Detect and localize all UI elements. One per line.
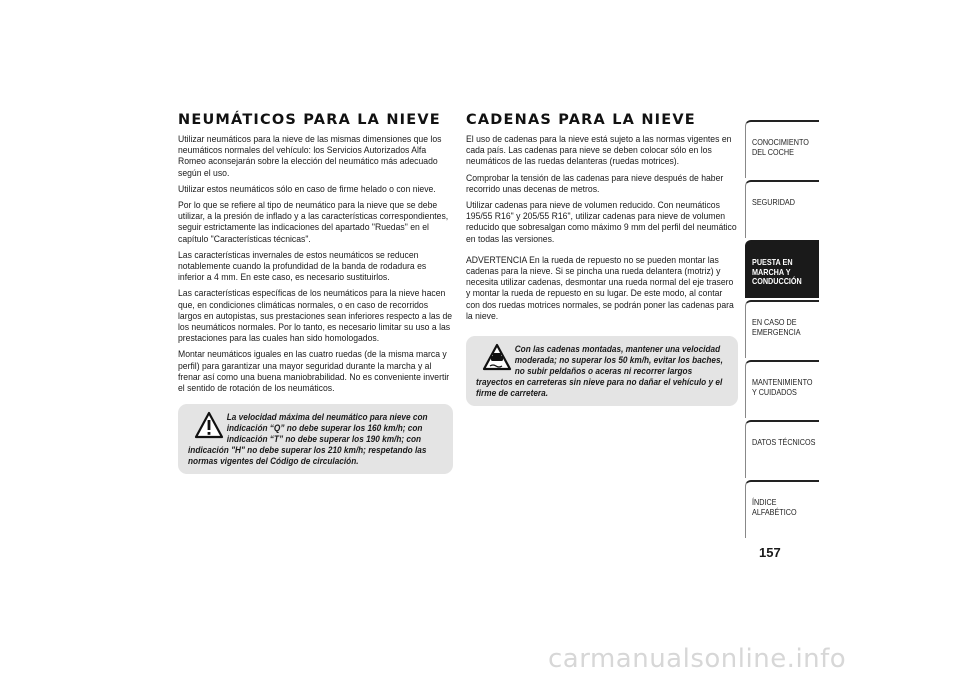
speed-warning-text: La velocidad máxima del neumático para nieve con indicación “Q” no debe superar los 160 km/h; con indicación “T” no debe superar los 190 km/h; con indicación "H" no debe superar los 210 km/h; respetando las normas vigentes del Código de circulación. xyxy=(188,411,428,467)
left-paragraph: Montar neumáticos iguales en las cuatro ruedas (de la misma marca y perfil) para garantizar una mayor seguridad durante la marcha y al frenar así como una buena maniobrabilidad. No es conveniente invertir el sentido de rotación de los neumáticos. xyxy=(178,349,450,395)
page-number: 157 xyxy=(759,545,781,560)
left-paragraph: Utilizar neumáticos para la nieve de las mismas dimensiones que los neumáticos normales del vehículo: los Servicios Autorizados Alfa Romeo aconsejarán sobre la elección del neumático más adecuado según el uso. xyxy=(178,134,442,179)
tab-indice[interactable]: ÍNDICE ALFABÉTICO xyxy=(745,480,819,538)
watermark: carmanualsonline.info xyxy=(548,644,847,674)
chains-warning-text: Con las cadenas montadas, mantener una velocidad moderada; no superar los 50 km/h, evitar los baches, no subir peldaños o aceras ni recorrer largos trayectos en carreteras sin nieve para no dañar el vehículo y el firme de carretera. xyxy=(476,343,723,399)
left-paragraph: Utilizar estos neumáticos sólo en caso de firme helado o con nieve. xyxy=(178,183,436,195)
tab-mantenimiento[interactable]: MANTENIMIENTO Y CUIDADOS xyxy=(745,360,819,418)
tab-puesta-en-marcha[interactable]: PUESTA EN MARCHA Y CONDUCCIÓN xyxy=(745,240,819,298)
right-paragraph: Comprobar la tensión de las cadenas para nieve después de haber recorrido unas decenas de metros. xyxy=(466,172,724,195)
right-column xyxy=(466,112,738,406)
tab-datos-tecnicos[interactable]: DATOS TÉCNICOS xyxy=(745,420,819,478)
right-paragraph: ADVERTENCIA En la rueda de repuesto no se pueden montar las cadenas para la nieve. Si se pincha una rueda delantera (motriz) y necesita utilizar cadenas, desmontar una rueda normal del eje trasero y montar la rueda de repuesto en su lugar. De este modo, al contar con dos ruedas motrices normales, se podrán poner las cadenas para la nieve. xyxy=(466,254,734,322)
left-paragraph: Por lo que se refiere al tipo de neumático para la nieve que se debe utilizar, a la presión de inflado y a las características correspondientes, seguir estrictamente las indicaciones del apartado "Ruedas" en el capítulo "Características técnicas". xyxy=(178,200,449,245)
left-column xyxy=(178,112,453,474)
left-paragraph: Las características específicas de los neumáticos para la nieve hacen que, en condiciones climáticas normales, o en caso de recorridos largos en autopistas, sus prestaciones sean inferiores respecto a las de los neumáticos normales. Por lo tanto, es necesario limitar su uso a las prestaciones para las cuales han sido homologados. xyxy=(178,288,453,345)
chains-warning-box xyxy=(466,336,738,406)
tab-emergencia[interactable]: EN CASO DE EMERGENCIA xyxy=(745,300,819,358)
right-paragraph: El uso de cadenas para la nieve está sujeto a las normas vigentes en cada país. Las cadenas para nieve se deben colocar sólo en los neumáticos de las ruedas delanteras (ruedas motrices). xyxy=(466,134,732,168)
left-paragraph: Las características invernales de estos neumáticos se reducen notablemente cuando la profundidad de la banda de rodadura es inferior a 4 mm. En este caso, es necesario sustituirlos. xyxy=(178,249,427,284)
snow-tires-heading: NEUMÁTICOS PARA LA NIEVE xyxy=(178,112,441,128)
tab-conocimiento[interactable]: CONOCIMIENTO DEL COCHE xyxy=(745,120,819,178)
snow-chains-heading: CADENAS PARA LA NIEVE xyxy=(466,112,696,128)
right-paragraph: Utilizar cadenas para nieve de volumen reducido. Con neumáticos 195/55 R16" y 205/55 R16", utilizar cadenas para nieve de volumen reducido que sobresalgan como máximo 9 mm del perfil del neumático en todas las versiones. xyxy=(466,200,737,245)
chapter-tabs xyxy=(745,120,819,540)
speed-warning-box xyxy=(178,404,453,474)
tab-seguridad[interactable]: SEGURIDAD xyxy=(745,180,819,238)
